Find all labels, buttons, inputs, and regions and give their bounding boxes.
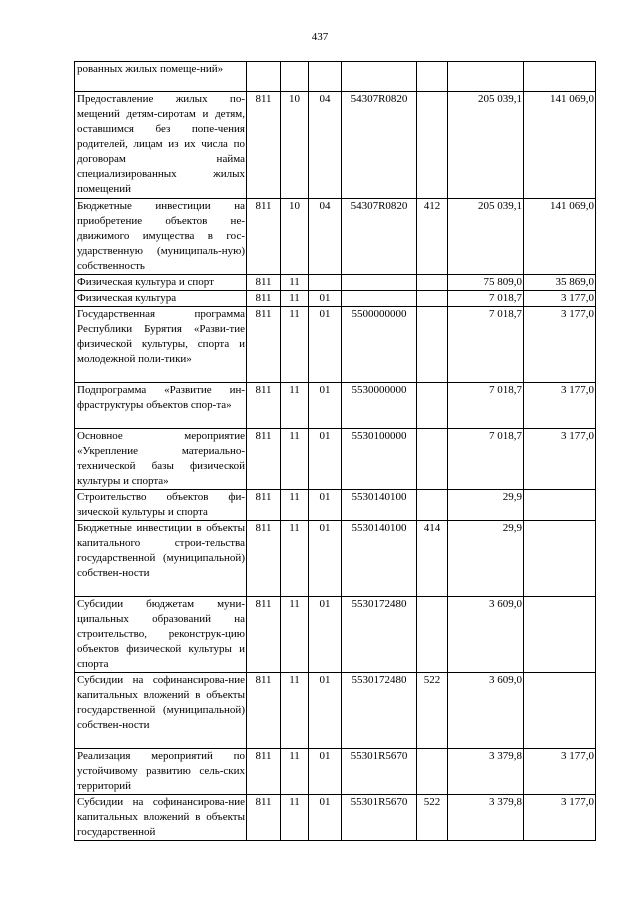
row-name: Бюджетные инвестиции в объекты капитального строи-тельства государственной (муниципальной) собствен-ности: [75, 521, 247, 597]
section-code: 11: [281, 521, 309, 597]
section-code: 11: [281, 383, 309, 429]
table-row: [75, 749, 596, 795]
page-number: 437: [311, 31, 329, 43]
section-code: 11: [281, 429, 309, 490]
row-name: Реализация мероприятий по устойчивому развитию сель-ских территорий: [75, 749, 247, 795]
target-article-code: 5530172480: [342, 597, 417, 673]
section-code: 11: [281, 597, 309, 673]
subsection-code: 01: [309, 597, 342, 673]
amount-year-1: 7 018,7: [448, 291, 524, 307]
target-article-code: 5500000000: [342, 307, 417, 383]
table-row: [75, 92, 596, 199]
row-name: Строительство объектов фи-зической культуры и спорта: [75, 490, 247, 521]
amount-year-2: 3 177,0: [524, 383, 596, 429]
ved-code: 811: [247, 795, 281, 841]
section-code: 11: [281, 275, 309, 291]
expense-type-code: [417, 275, 448, 291]
target-article-code: 54307R0820: [342, 199, 417, 275]
row-name: Физическая культура и спорт: [75, 275, 247, 291]
table-row: [75, 490, 596, 521]
subsection-code: 01: [309, 291, 342, 307]
row-name: Основное мероприятие «Укрепление материально-технической базы физической культуры и спорта»: [75, 429, 247, 490]
ved-code: 811: [247, 429, 281, 490]
amount-year-2: 3 177,0: [524, 291, 596, 307]
target-article-code: 5530140100: [342, 490, 417, 521]
amount-year-1: 3 609,0: [448, 597, 524, 673]
ved-code: 811: [247, 673, 281, 749]
table-row: [75, 795, 596, 841]
row-name: рованных жилых помеще-ний»: [75, 62, 247, 92]
target-article-code: [342, 291, 417, 307]
subsection-code: 04: [309, 92, 342, 199]
table-row: [75, 429, 596, 490]
subsection-code: [309, 275, 342, 291]
ved-code: 811: [247, 749, 281, 795]
amount-year-2: 141 069,0: [524, 199, 596, 275]
target-article-code: 54307R0820: [342, 92, 417, 199]
ved-code: 811: [247, 597, 281, 673]
expense-type-code: 522: [417, 673, 448, 749]
ved-code: 811: [247, 92, 281, 199]
row-name: Предоставление жилых по-мещений детям-сиротам и детям, оставшимся без попе-чения родителей, лицам из их числа по договорам найма специализированных жилых помещений: [75, 92, 247, 199]
amount-year-2: 3 177,0: [524, 307, 596, 383]
amount-year-1: 205 039,1: [448, 92, 524, 199]
table-row: [75, 291, 596, 307]
target-article-code: [342, 275, 417, 291]
section-code: 11: [281, 673, 309, 749]
expense-type-code: 522: [417, 795, 448, 841]
table-row: [75, 383, 596, 429]
subsection-code: 01: [309, 490, 342, 521]
amount-year-2: [524, 673, 596, 749]
subsection-code: 01: [309, 307, 342, 383]
section-code: 11: [281, 307, 309, 383]
row-name: Государственная программа Республики Бурятия «Разви-тие физической культуры, спорта и молодежной поли-тики»: [75, 307, 247, 383]
subsection-code: 01: [309, 429, 342, 490]
amount-year-2: [524, 490, 596, 521]
amount-year-2: 141 069,0: [524, 92, 596, 199]
target-article-code: 5530140100: [342, 521, 417, 597]
row-name: Бюджетные инвестиции на приобретение объектов не-движимого имущества в гос-ударственную (муниципаль-ную) собственность: [75, 199, 247, 275]
subsection-code: 01: [309, 749, 342, 795]
subsection-code: 01: [309, 521, 342, 597]
target-article-code: 55301R5670: [342, 795, 417, 841]
row-name: Субсидии на софинансирова-ние капитальных вложений в объекты государственной (муниципальной) собствен-ности: [75, 673, 247, 749]
amount-year-1: 3 609,0: [448, 673, 524, 749]
amount-year-2: [524, 597, 596, 673]
row-name: Субсидии на софинансирова-ние капитальных вложений в объекты государственной: [75, 795, 247, 841]
expense-type-code: [417, 490, 448, 521]
section-code: 10: [281, 92, 309, 199]
table-row: [75, 307, 596, 383]
amount-year-1: 7 018,7: [448, 429, 524, 490]
amount-year-1: [448, 62, 524, 92]
amount-year-2: [524, 62, 596, 92]
amount-year-2: [524, 521, 596, 597]
amount-year-1: 3 379,8: [448, 795, 524, 841]
amount-year-1: 29,9: [448, 521, 524, 597]
amount-year-2: 35 869,0: [524, 275, 596, 291]
ved-code: 811: [247, 521, 281, 597]
ved-code: 811: [247, 275, 281, 291]
target-article-code: 5530000000: [342, 383, 417, 429]
ved-code: 811: [247, 490, 281, 521]
amount-year-1: 3 379,8: [448, 749, 524, 795]
ved-code: 811: [247, 291, 281, 307]
ved-code: 811: [247, 307, 281, 383]
amount-year-1: 7 018,7: [448, 383, 524, 429]
expense-type-code: [417, 383, 448, 429]
ved-code: [247, 62, 281, 92]
table-row: [75, 673, 596, 749]
amount-year-2: 3 177,0: [524, 795, 596, 841]
target-article-code: 5530172480: [342, 673, 417, 749]
table-row: [75, 275, 596, 291]
table-row: [75, 597, 596, 673]
amount-year-1: 7 018,7: [448, 307, 524, 383]
ved-code: 811: [247, 199, 281, 275]
subsection-code: 01: [309, 383, 342, 429]
amount-year-1: 29,9: [448, 490, 524, 521]
target-article-code: [342, 62, 417, 92]
budget-table: [74, 61, 596, 841]
target-article-code: 5530100000: [342, 429, 417, 490]
ved-code: 811: [247, 383, 281, 429]
amount-year-1: 205 039,1: [448, 199, 524, 275]
subsection-code: 04: [309, 199, 342, 275]
expense-type-code: [417, 307, 448, 383]
section-code: [281, 62, 309, 92]
amount-year-2: 3 177,0: [524, 749, 596, 795]
section-code: 11: [281, 749, 309, 795]
table-row: [75, 521, 596, 597]
expense-type-code: [417, 749, 448, 795]
expense-type-code: 412: [417, 199, 448, 275]
table-row: [75, 62, 596, 92]
expense-type-code: [417, 92, 448, 199]
expense-type-code: [417, 291, 448, 307]
expense-type-code: [417, 597, 448, 673]
subsection-code: 01: [309, 673, 342, 749]
expense-type-code: [417, 62, 448, 92]
table-row: [75, 199, 596, 275]
expense-type-code: 414: [417, 521, 448, 597]
subsection-code: [309, 62, 342, 92]
expense-type-code: [417, 429, 448, 490]
subsection-code: 01: [309, 795, 342, 841]
row-name: Субсидии бюджетам муни-ципальных образований на строительство, реконструк-цию объектов физической культуры и спорта: [75, 597, 247, 673]
amount-year-1: 75 809,0: [448, 275, 524, 291]
section-code: 11: [281, 291, 309, 307]
section-code: 11: [281, 490, 309, 521]
section-code: 10: [281, 199, 309, 275]
section-code: 11: [281, 795, 309, 841]
amount-year-2: 3 177,0: [524, 429, 596, 490]
row-name: Подпрограмма «Развитие ин-фраструктуры объектов спор-та»: [75, 383, 247, 429]
target-article-code: 55301R5670: [342, 749, 417, 795]
row-name: Физическая культура: [75, 291, 247, 307]
